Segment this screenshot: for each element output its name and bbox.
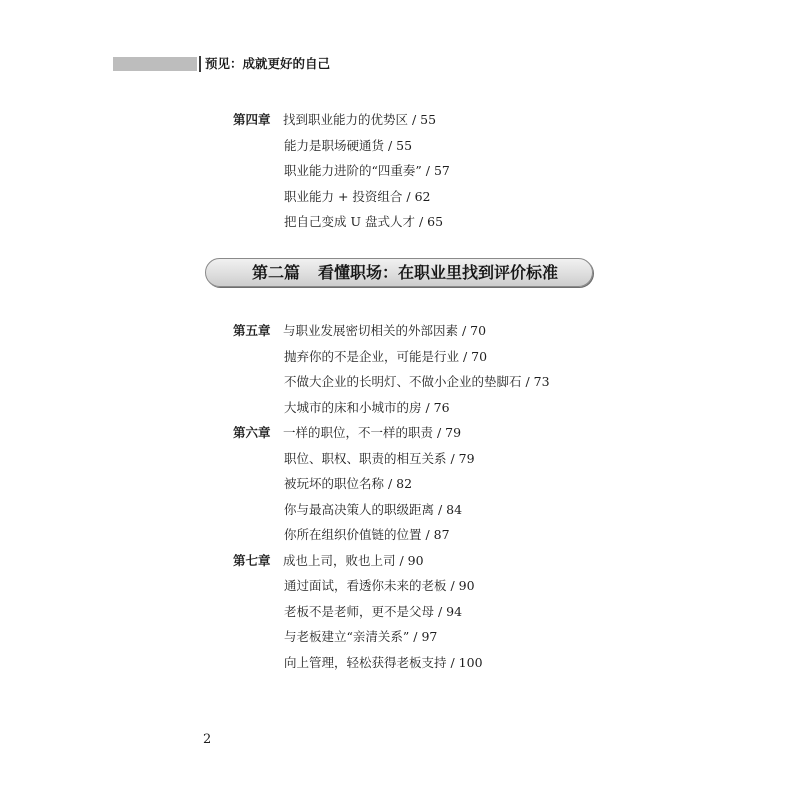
section-entry: 与老板建立“亲清关系” / 97 (284, 629, 438, 644)
section-entry: 把自己变成 U 盘式人才 / 65 (284, 214, 444, 229)
chapter-label: 第五章 (233, 323, 271, 338)
section-entry: 职业能力 + 投资组合 / 62 (284, 188, 431, 204)
toc-block-upper (233, 107, 673, 235)
section-entry: 能力是职场硬通货 / 55 (284, 137, 413, 153)
part-label: 第二篇 (252, 263, 301, 282)
section-entry: 大城市的床和小城市的房 / 76 (284, 399, 450, 415)
section-entry: 向上管理，轻松获得老板支持 / 100 (284, 654, 483, 670)
header-divider (199, 56, 201, 72)
part-title: 看懂职场：在职业里找到评价标准 (318, 263, 559, 282)
chapter-title: 找到职业能力的优势区 / 55 (283, 112, 437, 127)
part-banner (205, 258, 593, 287)
section-entry: 职位、职权、职责的相互关系 / 79 (284, 450, 475, 466)
chapter-title: 成也上司，败也上司 / 90 (283, 552, 424, 568)
section-entry: 职业能力进阶的“四重奏” / 57 (284, 163, 450, 178)
section-entry: 不做大企业的长明灯、不做小企业的垫脚石 / 73 (284, 374, 550, 389)
chapter-entry (233, 107, 673, 133)
chapter-title: 一样的职位，不一样的职责 / 79 (283, 425, 462, 440)
section-entry: 你所在组织价值链的位置 / 87 (284, 527, 450, 542)
chapter-entry (233, 420, 673, 446)
page-number: 2 (203, 732, 212, 747)
chapter-entry (233, 318, 673, 344)
chapter-title: 与职业发展密切相关的外部因素 / 70 (283, 323, 487, 338)
section-entry: 被玩坏的职位名称 / 82 (284, 476, 413, 491)
chapter-label: 第七章 (233, 552, 271, 568)
section-entry: 抛弃你的不是企业，可能是行业 / 70 (284, 348, 488, 364)
chapter-entry (233, 548, 673, 574)
chapter-label: 第四章 (233, 112, 271, 127)
header-gray-bar (113, 57, 197, 71)
toc-block-lower (233, 318, 673, 675)
chapter-label: 第六章 (233, 425, 271, 440)
section-entry: 老板不是老师，更不是父母 / 94 (284, 603, 463, 619)
section-entry: 通过面试，看透你未来的老板 / 90 (284, 578, 475, 593)
section-entry: 你与最高决策人的职级距离 / 84 (284, 501, 463, 517)
book-title: 预见：成就更好的自己 (205, 56, 331, 71)
